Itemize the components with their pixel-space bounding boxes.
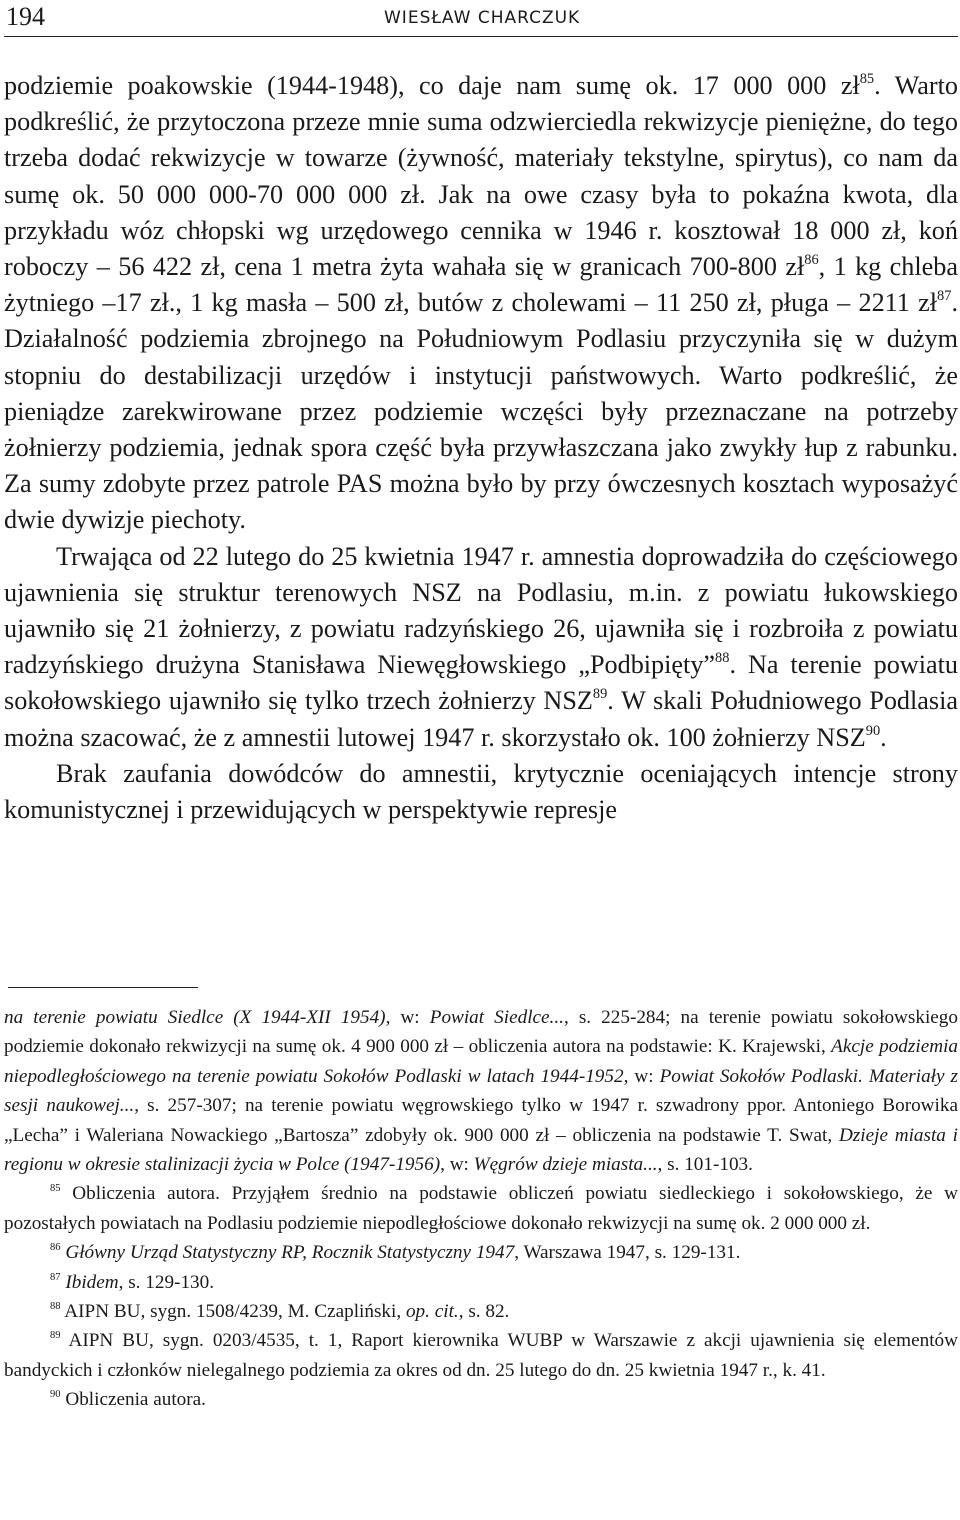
- text-run: podziemie poakowskie (1944-1948), co daje nam sumę ok. 17 000 000 zł: [4, 71, 860, 100]
- text-run: , w:: [440, 1154, 474, 1176]
- main-text: [4, 68, 958, 828]
- footnote-90: [4, 1385, 958, 1414]
- italic-run: Dzieje miasta i regionu w okresie stalinizacji życia w Polce (1947-1956): [4, 1124, 958, 1176]
- italic-run: Główny Urząd Statystyczny RP, Rocznik Statystyczny 1947: [65, 1242, 515, 1264]
- footnote-ref-89: 89: [592, 686, 608, 703]
- text-run: , s. 101-103.: [657, 1154, 753, 1176]
- text-run: w:: [390, 1007, 430, 1028]
- italic-run: op. cit.: [405, 1301, 459, 1323]
- text-run: Obliczenia autora.: [60, 1389, 206, 1411]
- text-run: Obliczenia autora. Przyjąłem średnio na podstawie obliczeń powiatu siedleckiego i sokołowskiego, że w pozostałych powiatach na Podlasiu podziemie niepodległościowe dokonało rekwizycji na sumę ok. 2 000 000 zł.: [4, 1183, 958, 1234]
- text-run: , Warszawa 1947, s. 129-131.: [514, 1242, 741, 1264]
- footnote-85: [4, 1179, 958, 1238]
- footnote-ref-87: 87: [937, 288, 952, 305]
- footnote-number: 85: [50, 1183, 61, 1195]
- text-run: , s. 225-284; na terenie powiatu sokołowskiego podziemie dokonało rekwizycji na sumę ok. 4 900 000 zł – obliczenia autora na podstawie: K. Krajewski,: [4, 1007, 958, 1058]
- footnotes: [4, 1003, 958, 1415]
- text-run: . W skali Południowego Podlasia można szacować, że z amnestii lutowej 1947 r. skorzystało ok. 100 żołnierzy NSZ: [4, 686, 959, 752]
- text-run: , s. 129-130.: [118, 1271, 215, 1293]
- text-run: , s. 257-307; na terenie powiatu węgrowskiego tylko w 1947 r. szwadrony ppor. Antoniego Borowika „Lecha” i Waleriana Nowackiego „Bartosza” zdobyły ok. 900 000 zł – obliczenia na podstawie T. Swat,: [4, 1095, 958, 1146]
- footnote-number: 90: [50, 1389, 61, 1401]
- footnote-number: 86: [50, 1242, 61, 1254]
- text-run: , 1 kg chleba żytniego –17 zł., 1 kg masła – 500 zł, butów z cholewami – 11 250 zł, pługa – 2211 zł: [4, 252, 958, 318]
- footnote-ref-90: 90: [865, 722, 881, 739]
- text-run: . Działalność podziemia zbrojnego na Południowym Podlasiu przyczyniła się w dużym stopniu do destabilizacji urzędów i instytucji państwowych. Warto podkreślić, że pieniądze zarekwirowane przez podziemie wczęści były przeznaczane na potrzeby żołnierzy podziemia, jednak spora część była przywłaszczana jako zwykły łup z rabunku. Za sumy zdobyte przez patrole PAS można było by przy ówczesnych kosztach wyposażyć dwie dywizje piechoty.: [4, 288, 958, 535]
- text-run: Trwająca od 22 lutego do 25 kwietnia 1947 r. amnestia doprowadziła do częściowego ujawnienia się struktur terenowych NSZ na Podlasiu, m.in. z powiatu łukowskiego ujawniło się 21 żołnierzy, z powiatu radzyńskiego 26, ujawniła się i rozbroiła z powiatu radzyńskiego drużyna Stanisława Niewęgłowskiego „Podbipięty”: [4, 541, 958, 680]
- paragraph-3: Brak zaufania dowódców do amnestii, krytycznie oceniających intencje strony komunistycznej i przewidujących w perspektywie represje: [4, 758, 958, 825]
- page-header: [4, 0, 958, 37]
- italic-run: Powiat Siedlce...: [429, 1007, 564, 1028]
- footnote-89: [4, 1326, 958, 1385]
- text-run: .: [880, 722, 887, 752]
- footnote-number: 87: [50, 1271, 61, 1283]
- footnote-88: [4, 1297, 958, 1326]
- text-run: . Warto podkreślić, że przytoczona przeze mnie suma odzwierciedla rekwizycje pieniężne, do tego trzeba dodać rekwizycje w towarze (żywność, materiały tekstylne, spirytus), co nam da sumę ok. 50 000 000-70 000 000 zł. Jak na owe czasy była to pokaźna kwota, dla przykładu wóz chłopski wg urzędowego cennika w 1946 r. kosztował 18 000 zł, koń roboczy – 56 422 zł, cena 1 metra żyta wahała się w granicach 700-800 zł: [4, 71, 958, 282]
- italic-run: Powiat Sokołów Podlaski. Materiały z sesji naukowej...: [4, 1065, 958, 1117]
- italic-run: Węgrów dzieje miasta...: [473, 1154, 658, 1176]
- footnote-ref-88: 88: [715, 650, 730, 667]
- italic-run: Ibidem: [65, 1271, 119, 1293]
- footnote-number: 89: [50, 1330, 61, 1342]
- running-head-author: WIESŁAW CHARCZUK: [384, 8, 581, 28]
- footnote-number: 88: [50, 1301, 61, 1313]
- footnote-ref-86: 86: [804, 252, 819, 269]
- footnote-87: [4, 1268, 958, 1297]
- text-run: . Na terenie powiatu sokołowskiego ujawniło się tylko trzech żołnierzy NSZ: [4, 650, 958, 716]
- footnote-84-continued: [4, 1003, 958, 1179]
- text-run: , w:: [623, 1065, 660, 1087]
- footnote-separator: [8, 987, 198, 988]
- footnote-ref-85: 85: [859, 71, 875, 88]
- book-page: [4, 0, 958, 1520]
- footnote-86: [4, 1238, 958, 1267]
- text-run: , s. 82.: [458, 1301, 510, 1323]
- text-run: AIPN BU, sygn. 1508/4239, M. Czapliński,: [60, 1301, 406, 1323]
- page-number: 194: [6, 2, 45, 31]
- italic-run: Akcje podziemia niepodległościowego na terenie powiatu Sokołów Podlaski w latach 1944-1952: [4, 1036, 958, 1087]
- paragraph-2: [4, 539, 958, 756]
- italic-run: na terenie powiatu Siedlce (X 1944-XII 1954),: [4, 1007, 391, 1028]
- text-run: AIPN BU, sygn. 0203/4535, t. 1, Raport kierownika WUBP w Warszawie z akcji ujawnienia się elementów bandyckich i członków nielegalnego podziemia za okres od dn. 25 lutego do dn. 25 kwietnia 1947 r., k. 41.: [4, 1330, 958, 1381]
- paragraph-1: [4, 68, 958, 539]
